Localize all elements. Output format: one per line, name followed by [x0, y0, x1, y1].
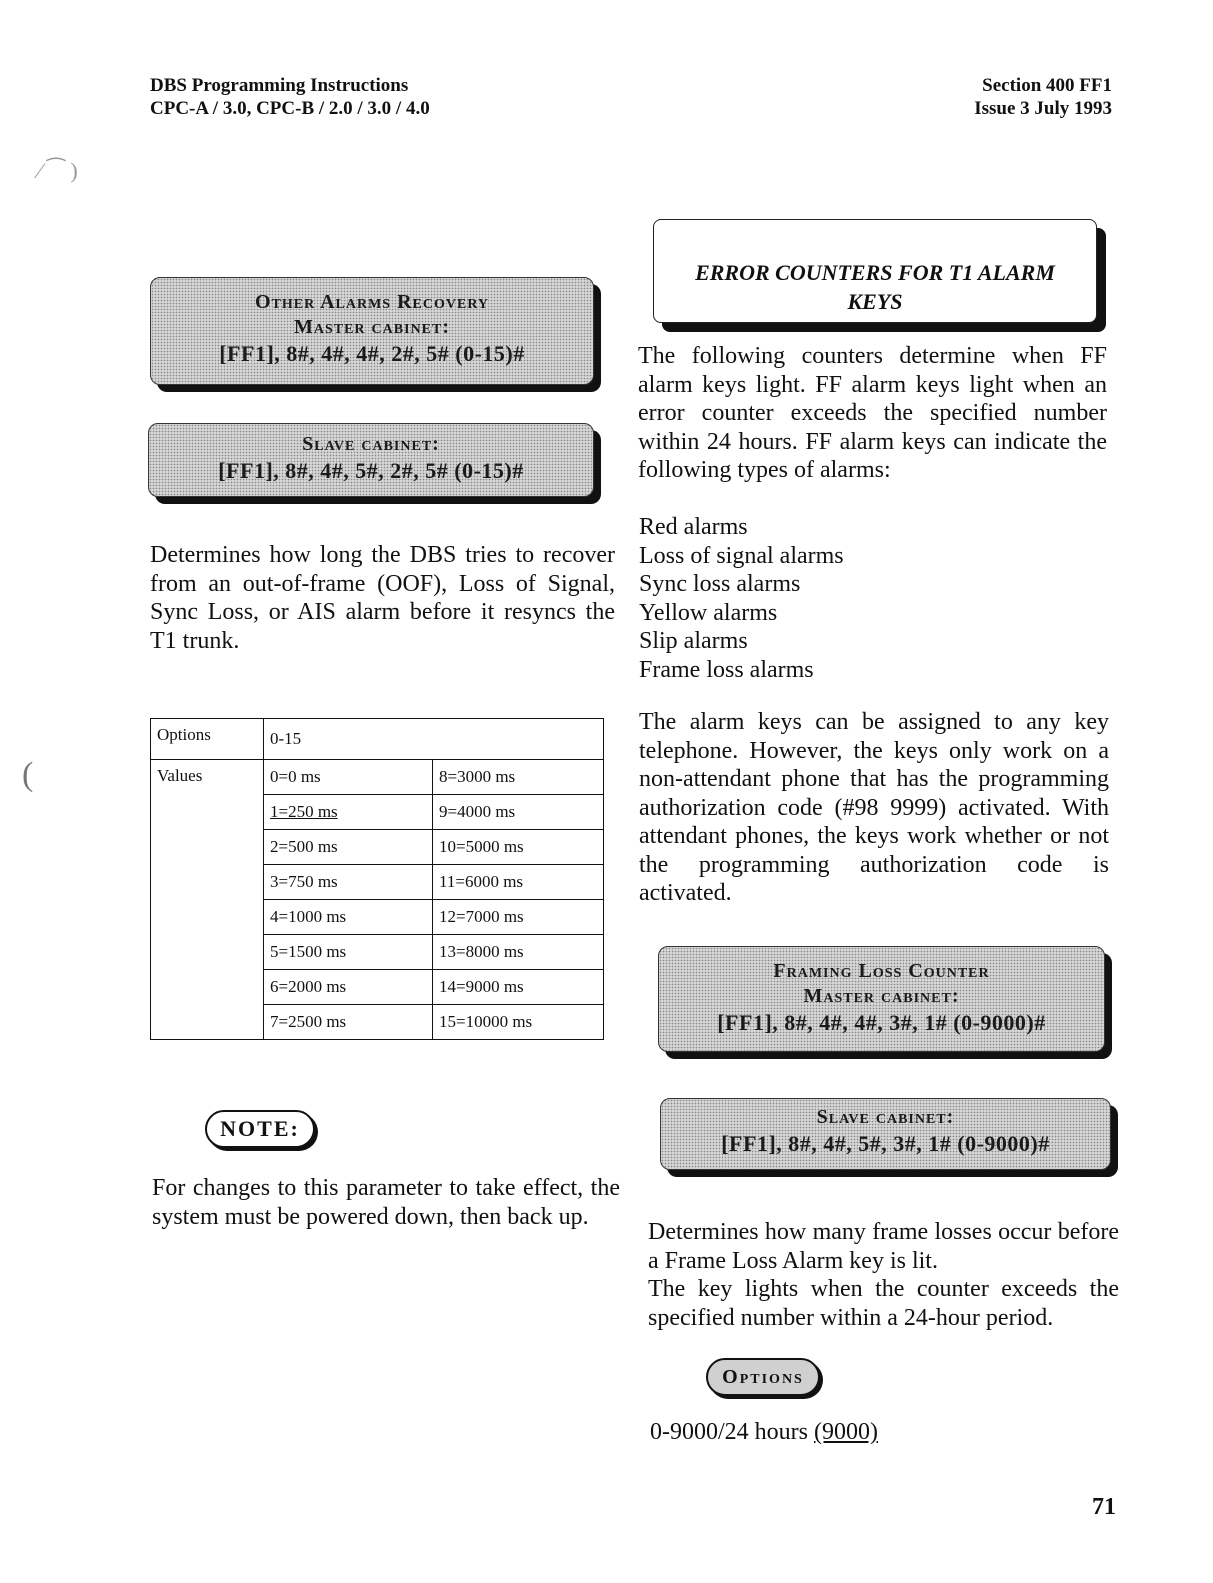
table-cell: 9=4000 ms	[433, 795, 604, 830]
table-cell: 8=3000 ms	[433, 760, 604, 795]
table-cell: 10=5000 ms	[433, 830, 604, 865]
command-code: [FF1], 8#, 4#, 4#, 3#, 1# (0-9000)#	[717, 1010, 1046, 1035]
table-cell: 12=7000 ms	[433, 900, 604, 935]
table-row	[151, 719, 604, 760]
table-cell-default: 1=250 ms	[264, 795, 433, 830]
header-left	[150, 74, 430, 120]
command-subtitle: Master cabinet:	[803, 985, 960, 1007]
list-item: Yellow alarms	[639, 599, 778, 626]
table-cell: 11=6000 ms	[433, 865, 604, 900]
header-right	[974, 74, 1112, 120]
options-badge	[706, 1358, 820, 1396]
recovery-description: Determines how long the DBS tries to recover from an out-of-frame (OOF), Loss of Signal, Sync Loss, or AIS alarm before it resyncs the T1 trunk.	[150, 542, 615, 654]
framing-loss-counter-master-box	[658, 946, 1105, 1052]
list-item: Frame loss alarms	[639, 656, 814, 683]
frame-loss-text-2: The key lights when the counter exceeds the specified number within a 24-hour period.	[648, 1276, 1119, 1331]
command-subtitle: Slave cabinet:	[302, 433, 440, 455]
scan-mark: (	[22, 756, 34, 793]
command-code: [FF1], 8#, 4#, 5#, 2#, 5# (0-15)#	[218, 458, 524, 483]
command-subtitle: Master cabinet:	[293, 316, 450, 338]
options-label: Options	[722, 1366, 804, 1388]
issue-date: Issue 3 July 1993	[974, 98, 1112, 119]
table-cell: 7=2500 ms	[264, 1005, 433, 1040]
table-cell: 3=750 ms	[264, 865, 433, 900]
command-code: [FF1], 8#, 4#, 5#, 3#, 1# (0-9000)#	[721, 1131, 1050, 1156]
command-subtitle: Slave cabinet:	[816, 1106, 955, 1128]
doc-versions: CPC-A / 3.0, CPC-B / 2.0 / 3.0 / 4.0	[150, 98, 430, 119]
options-range	[650, 1418, 878, 1447]
list-item: Loss of signal alarms	[639, 542, 844, 569]
table-cell: 0=0 ms	[264, 760, 433, 795]
note-text: For changes to this parameter to take effect, the system must be powered down, then back up.	[152, 1175, 620, 1230]
framing-loss-counter-slave-box	[660, 1098, 1111, 1170]
table-cell: 4=1000 ms	[264, 900, 433, 935]
table-row	[151, 760, 604, 795]
list-item: Slip alarms	[639, 628, 748, 654]
options-default: (9000)	[814, 1419, 878, 1445]
command-title: Other Alarms Recovery	[254, 291, 490, 313]
table-cell: 5=1500 ms	[264, 935, 433, 970]
alarm-types-list	[639, 513, 844, 684]
command-code: [FF1], 8#, 4#, 4#, 2#, 5# (0-15)#	[219, 341, 525, 366]
alarm-keys-assignment: The alarm keys can be assigned to any key telephone. However, the keys only work on a non-attendant phone that has the programming authorization code (#98 9999) activated. With attendant phones, the keys work whether or not the programming authorization code is activated.	[639, 709, 1109, 906]
list-item: Sync loss alarms	[639, 571, 801, 597]
other-alarms-recovery-master-box	[150, 277, 594, 385]
note-label: NOTE:	[220, 1116, 300, 1141]
scan-mark: ⁄ ⁀ )	[38, 158, 78, 183]
table-cell: 14=9000 ms	[433, 970, 604, 1005]
table-cell: 2=500 ms	[264, 830, 433, 865]
doc-title: DBS Programming Instructions	[150, 75, 409, 96]
page-number: 71	[1092, 1494, 1116, 1520]
note-badge	[205, 1110, 315, 1148]
frame-loss-description	[648, 1218, 1119, 1332]
table-cell: 6=2000 ms	[264, 970, 433, 1005]
other-alarms-recovery-slave-box	[148, 423, 594, 497]
frame-loss-text-1: Determines how many frame losses occur before a Frame Loss Alarm key is lit.	[648, 1219, 1119, 1274]
options-label: Options	[151, 719, 264, 760]
list-item: Red alarms	[639, 514, 748, 540]
values-label: Values	[151, 760, 264, 1040]
table-cell: 15=10000 ms	[433, 1005, 604, 1040]
values-table	[150, 718, 604, 1040]
section-title: ERROR COUNTERS FOR T1 ALARM KEYS	[695, 260, 1055, 314]
counters-intro: The following counters determine when FF alarm keys light. FF alarm keys light when an error counter exceeds the specified number within 24 hours. FF alarm keys can indicate the following types of alarms:	[638, 343, 1107, 483]
command-title: Framing Loss Counter	[773, 960, 990, 982]
options-value: 0-15	[264, 719, 604, 760]
section-label: Section 400 FF1	[982, 75, 1112, 96]
table-cell: 13=8000 ms	[433, 935, 604, 970]
section-title-box	[653, 219, 1097, 323]
options-range-text: 0-9000/24 hours	[650, 1419, 814, 1445]
